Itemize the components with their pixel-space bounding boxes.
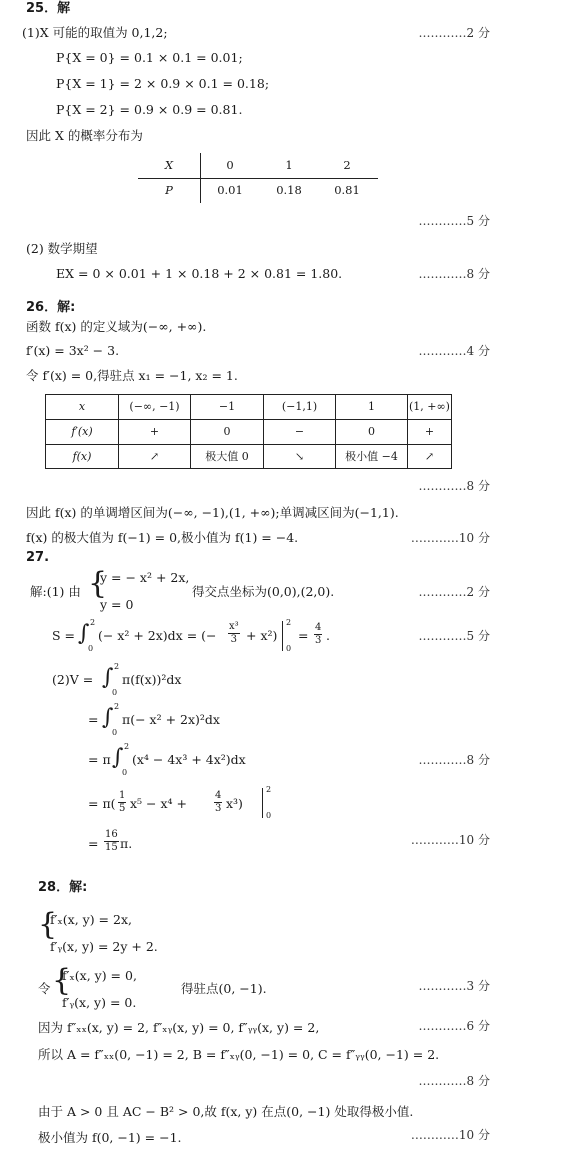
table-cell: 0.18 (276, 183, 302, 197)
table-cell: X (164, 158, 174, 172)
q25-distribution-table (138, 153, 378, 203)
table-cell: ↗ (119, 445, 191, 469)
q25-p1: P{X = 1} = 2 × 0.9 × 0.1 = 0.18; (56, 76, 270, 91)
q28-score-4: …………10 分 (410, 1128, 490, 1142)
q28-line-1: 因为 f″ₓₓ(x, y) = 2, f″ₓᵧ(x, y) = 0, f″ᵧᵧ(x, y) = 2, (38, 1020, 320, 1035)
q27-system-eq-2: y = 0 (100, 597, 134, 612)
table-row (46, 395, 451, 419)
brace-icon: { (88, 566, 108, 601)
q27-volume-eq-3: = π (88, 752, 111, 767)
q27-score-1: …………2 分 (418, 585, 490, 599)
q27-score-2: …………5 分 (418, 629, 490, 643)
q25-line-2: 因此 X 的概率分布为 (26, 128, 143, 143)
q27-title: 27. (26, 550, 50, 565)
q28-line-3: 由于 A > 0 且 AC − B² > 0,故 f(x, y) 在点(0, −1) 处取得极小值. (38, 1104, 414, 1119)
q28-line-4: 极小值为 f(0, −1) = −1. (38, 1130, 182, 1145)
fraction-numerator: 4 (315, 622, 322, 633)
eval-upper-limit: 2 (266, 785, 272, 794)
q26-line-5: f(x) 的极大值为 f(−1) = 0,极小值为 f(1) = −4. (26, 530, 299, 545)
table-cell: 极大值 0 (191, 445, 264, 469)
q27-volume-4-end: x³) (226, 796, 243, 811)
q27-volume-3: (x⁴ − 4x³ + 4x²)dx (132, 752, 246, 767)
q28-fy: f′ᵧ(x, y) = 2y + 2. (50, 939, 158, 954)
distribution-header-row (138, 153, 378, 178)
q26-score-3: …………10 分 (410, 531, 490, 545)
table-cell: − (264, 420, 336, 444)
q26-score-2: …………8 分 (418, 479, 490, 493)
integral-icon: ∫ (78, 621, 90, 646)
integral-lower-limit: 0 (122, 768, 128, 777)
table-cell: 2 (343, 158, 351, 172)
q27-volume-eq-2: = (88, 712, 99, 727)
q27-volume-2: π(− x² + 2x)²dx (122, 712, 220, 727)
q27-volume-4-mid: x⁵ − x⁴ + (130, 796, 187, 811)
table-cell: 极小值 −4 (336, 445, 408, 469)
q28-score-1: …………3 分 (418, 979, 490, 993)
integral-upper-limit: 2 (114, 662, 120, 671)
fraction-numerator: 16 (105, 829, 118, 840)
brace-icon: { (52, 963, 72, 998)
eval-lower-limit: 0 (266, 811, 272, 820)
integral-icon: ∫ (102, 705, 114, 730)
q27-area-eq: = (298, 628, 309, 643)
table-cell: (−1,1) (264, 395, 336, 419)
table-cell: ↗ (424, 450, 435, 463)
table-cell: f(x) (46, 445, 119, 469)
fraction-numerator: 4 (215, 790, 222, 801)
integral-icon: ∫ (112, 745, 124, 770)
q25-line-3: (2) 数学期望 (26, 241, 98, 256)
q27-system-prefix: 解:(1) 由 (30, 584, 81, 599)
q25-score-3: …………8 分 (418, 267, 490, 281)
period: . (326, 628, 330, 643)
fraction-denominator: 3 (315, 635, 322, 646)
q28-score-2: …………6 分 (418, 1019, 490, 1033)
q28-fy-zero: f′ᵧ(x, y) = 0. (62, 995, 137, 1010)
table-cell: 0.01 (217, 183, 243, 197)
q28-score-3: …………8 分 (418, 1074, 490, 1088)
q28-fx: f′ₓ(x, y) = 2x, (50, 912, 132, 927)
table-cell: + (424, 425, 435, 438)
q28-fx-zero: f′ₓ(x, y) = 0, (62, 968, 137, 983)
integral-icon: ∫ (102, 665, 114, 690)
fraction-numerator: 1 (119, 790, 126, 801)
table-cell: 1 (336, 395, 408, 419)
q28-ling: 令 (38, 981, 51, 996)
eval-upper-limit: 2 (286, 618, 292, 627)
integral-lower-limit: 0 (112, 728, 118, 737)
q27-area-tail: + x²) (246, 628, 278, 643)
table-row (46, 420, 451, 444)
evaluation-bar (282, 621, 283, 651)
fraction-denominator: 3 (215, 803, 222, 814)
table-cell: 0 (191, 420, 264, 444)
q27-area-mid: (− x² + 2x)dx = (− (98, 628, 217, 643)
table-cell: 0 (226, 158, 234, 172)
q26-line-3: 令 f′(x) = 0,得驻点 x₁ = −1, x₂ = 1. (26, 368, 238, 383)
q26-line-4: 因此 f(x) 的单调增区间为(−∞, −1),(1, +∞);单调减区间为(−1,1). (26, 505, 399, 520)
distribution-value-row (138, 178, 378, 203)
table-cell: P (165, 183, 173, 197)
q27-volume-eq-5: = (88, 836, 99, 851)
brace-icon: { (38, 907, 58, 942)
integral-upper-limit: 2 (124, 742, 130, 751)
table-cell: 0 (336, 420, 408, 444)
q27-volume-eq-4: = π( (88, 796, 116, 811)
q27-area-lhs: S = (52, 628, 76, 643)
q26-title: 26．解: (26, 300, 76, 315)
q26-monotonic-table (45, 394, 452, 469)
q26-line-1: 函数 f(x) 的定义域为(−∞, +∞). (26, 319, 207, 334)
integral-lower-limit: 0 (88, 644, 94, 653)
evaluation-bar (262, 788, 263, 818)
fraction-denominator: 5 (119, 803, 126, 814)
q27-system-eq-1: y = − x² + 2x, (100, 570, 190, 585)
q28-stationary-point: 得驻点(0, −1). (181, 981, 267, 996)
q25-score-2: …………5 分 (418, 214, 490, 228)
q25-line-1: (1)X 可能的取值为 0,1,2; (22, 25, 168, 40)
fraction (314, 623, 322, 646)
table-cell: x (46, 395, 119, 419)
q25-p2: P{X = 2} = 0.9 × 0.9 = 0.81. (56, 102, 243, 117)
integral-lower-limit: 0 (112, 688, 118, 697)
q27-volume-lhs: (2)V = (52, 672, 94, 687)
integral-upper-limit: 2 (90, 618, 96, 627)
table-cell: ↘ (264, 445, 336, 469)
fraction-numerator: x³ (229, 621, 239, 632)
table-row (46, 445, 451, 469)
table-cell: 1 (285, 158, 293, 172)
q28-title: 28．解: (38, 880, 88, 895)
eval-lower-limit: 0 (286, 644, 292, 653)
table-cell: f′(x) (46, 420, 119, 444)
table-cell: −1 (191, 395, 264, 419)
q25-title: 25．解 (26, 1, 71, 16)
q27-score-4: …………10 分 (410, 833, 490, 847)
fraction (118, 791, 126, 814)
q25-score-1: …………2 分 (418, 26, 490, 40)
fraction (228, 622, 240, 645)
q25-expectation: EX = 0 × 0.01 + 1 × 0.18 + 2 × 0.81 = 1.80. (56, 266, 343, 281)
table-cell: (1, +∞) (409, 400, 450, 413)
q28-line-2: 所以 A = f″ₓₓ(0, −1) = 2, B = f″ₓᵧ(0, −1) = 0, C = f″ᵧᵧ(0, −1) = 2. (38, 1047, 440, 1062)
fraction-denominator: 3 (230, 634, 238, 645)
table-cell: 0.81 (334, 183, 360, 197)
q27-system-result: 得交点坐标为(0,0),(2,0). (192, 584, 335, 599)
table-cell: (−∞, −1) (119, 395, 191, 419)
fraction-denominator: 15 (105, 842, 118, 853)
q27-volume-5-end: π. (120, 836, 133, 851)
q26-line-2: f′(x) = 3x² − 3. (26, 343, 120, 358)
fraction (104, 830, 119, 853)
q27-volume-1: π(f(x))²dx (122, 672, 182, 687)
q26-score-1: …………4 分 (418, 344, 490, 358)
integral-upper-limit: 2 (114, 702, 120, 711)
table-cell: + (119, 420, 191, 444)
q25-p0: P{X = 0} = 0.1 × 0.1 = 0.01; (56, 50, 243, 65)
fraction (214, 791, 222, 814)
q27-score-3: …………8 分 (418, 753, 490, 767)
